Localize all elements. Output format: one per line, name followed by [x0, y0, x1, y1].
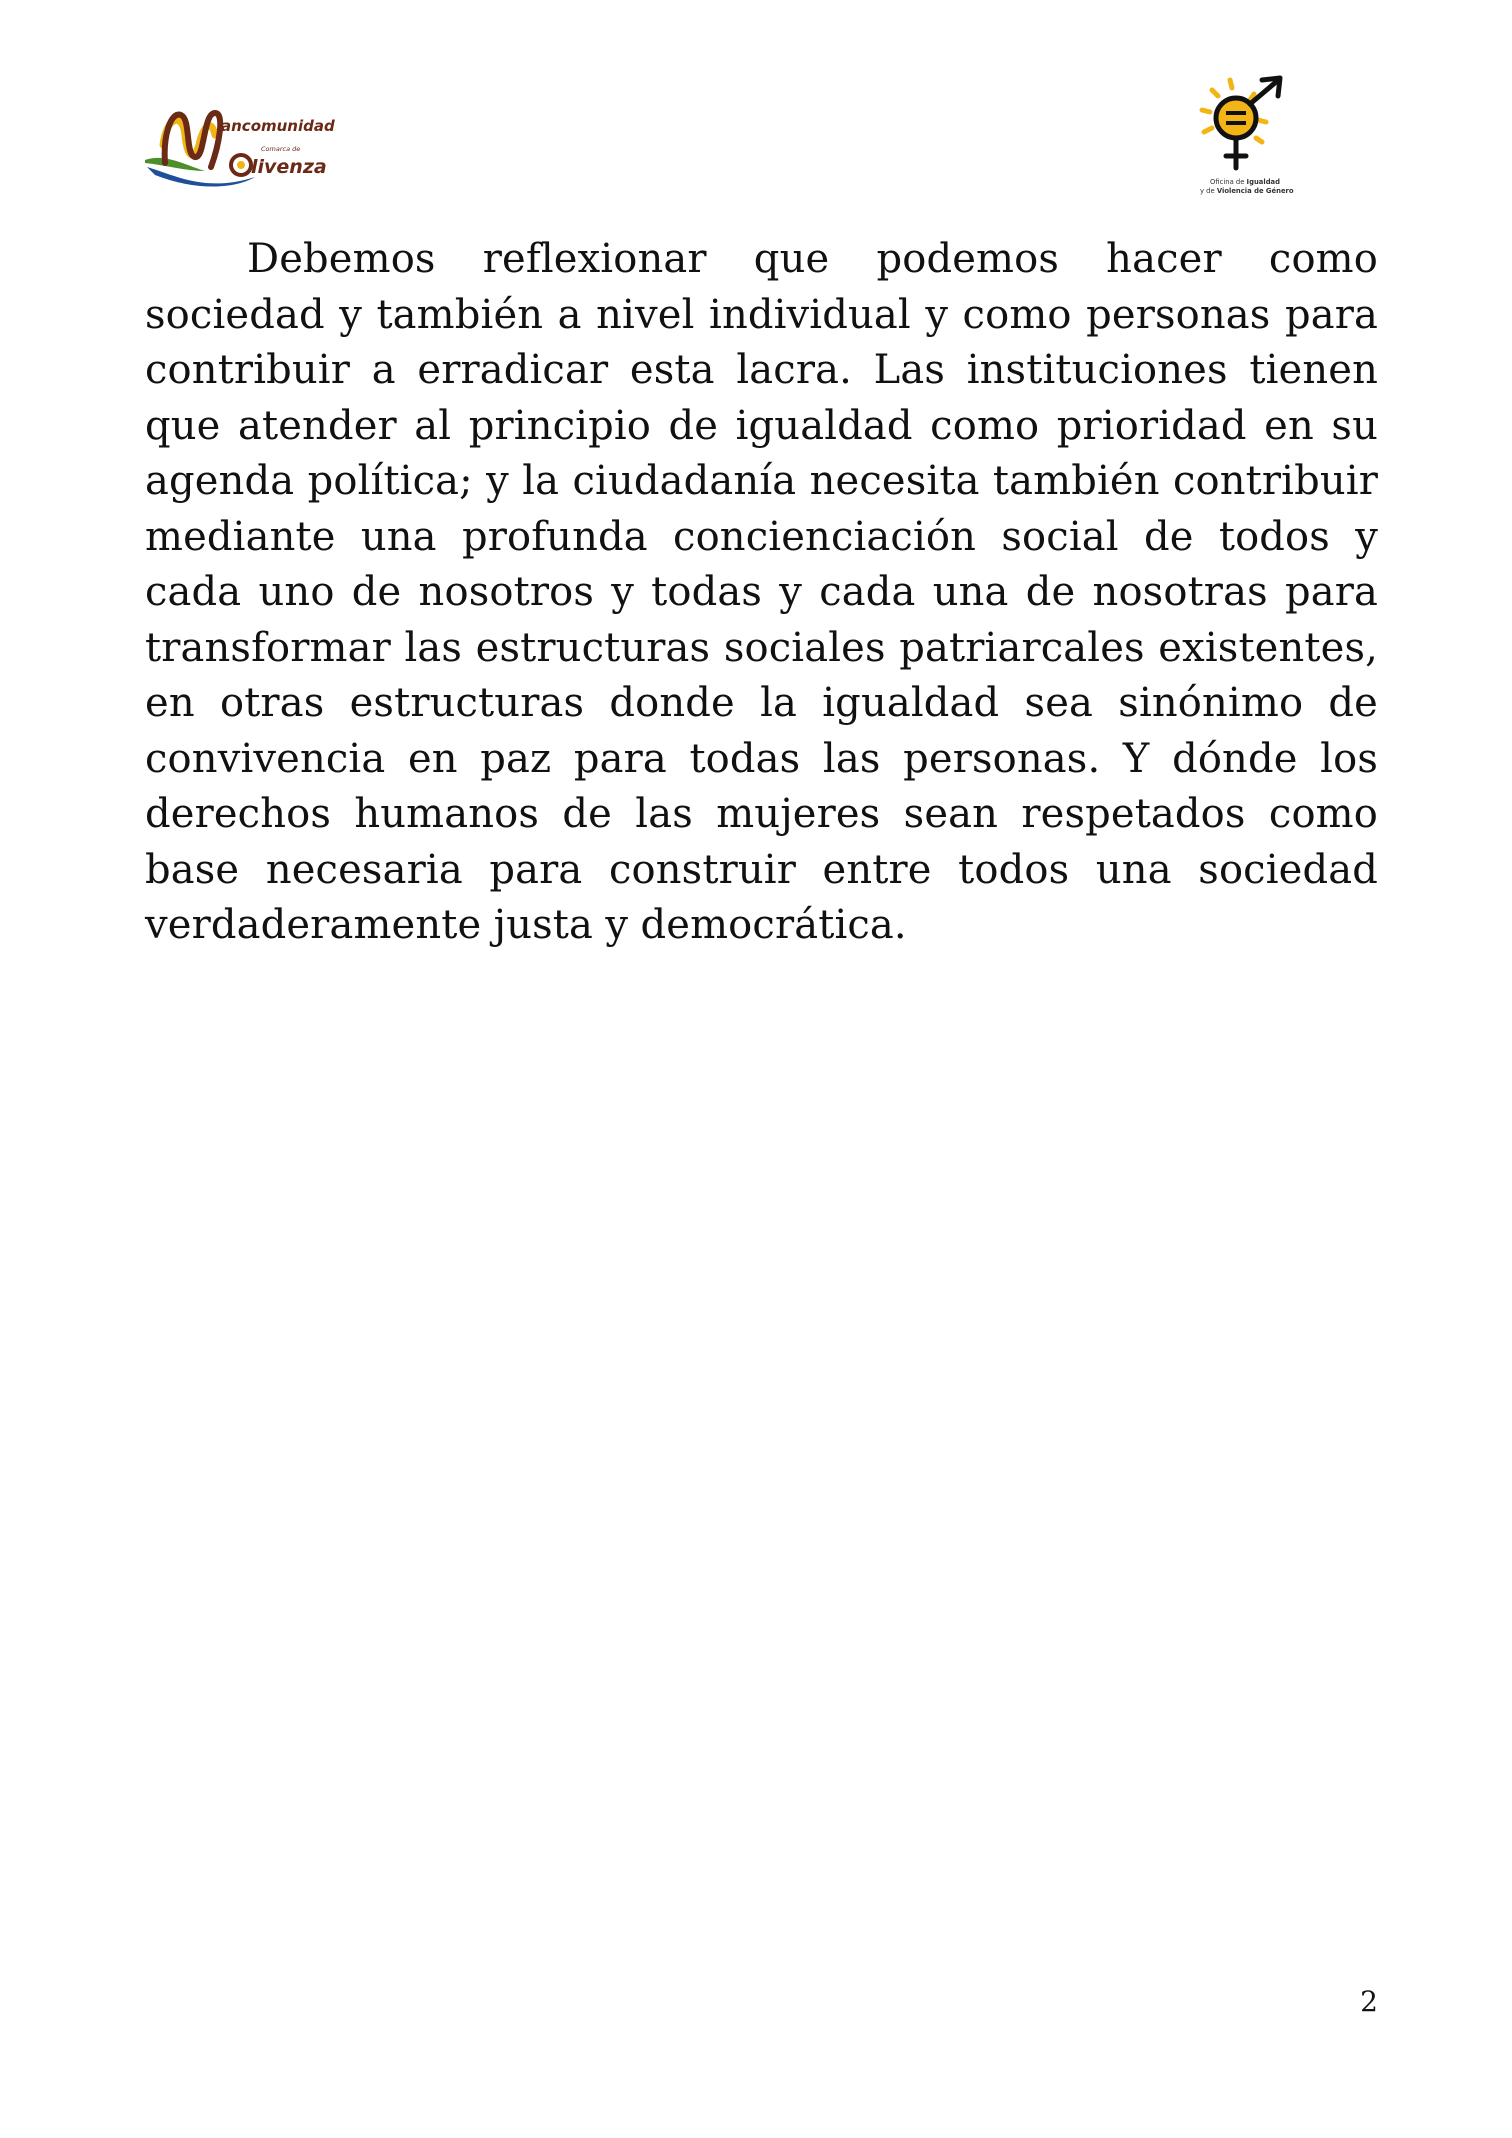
equality-gender-symbol-logo [1192, 72, 1312, 200]
logo-caption-2: y de Violencia de Género [1200, 187, 1294, 195]
body-paragraph: Debemos reflexionar que podemos hacer como sociedad y también a nivel individual y como personas para contribuir a erradicar esta lacra. Las instituciones tienen que atender al principio de igualdad como prioridad en su agenda política; y la ciudadanía necesita también contribuir mediante una profunda concienciación social de todos y cada uno de nosotros y todas y cada una de nosotras para transformar las estructuras sociales patriarcales existentes, en otras estructuras donde la igualdad sea sinónimo de convivencia en paz para todas las personas. Y dónde los derechos humanos de las mujeres sean respetados como base necesaria para construir entre todos una sociedad verdaderamente justa y democrática. [145, 236, 1378, 948]
mancomunidad-olivenza-logo [145, 105, 345, 195]
logo-text-1: ancomunidad [221, 117, 335, 135]
page-number: 2 [1360, 1985, 1378, 2018]
logo-text-3: livenza [251, 156, 327, 178]
logo-text-2: Comarca de [261, 145, 301, 153]
logo-caption-1: Oficina de Igualdad [1210, 178, 1281, 186]
